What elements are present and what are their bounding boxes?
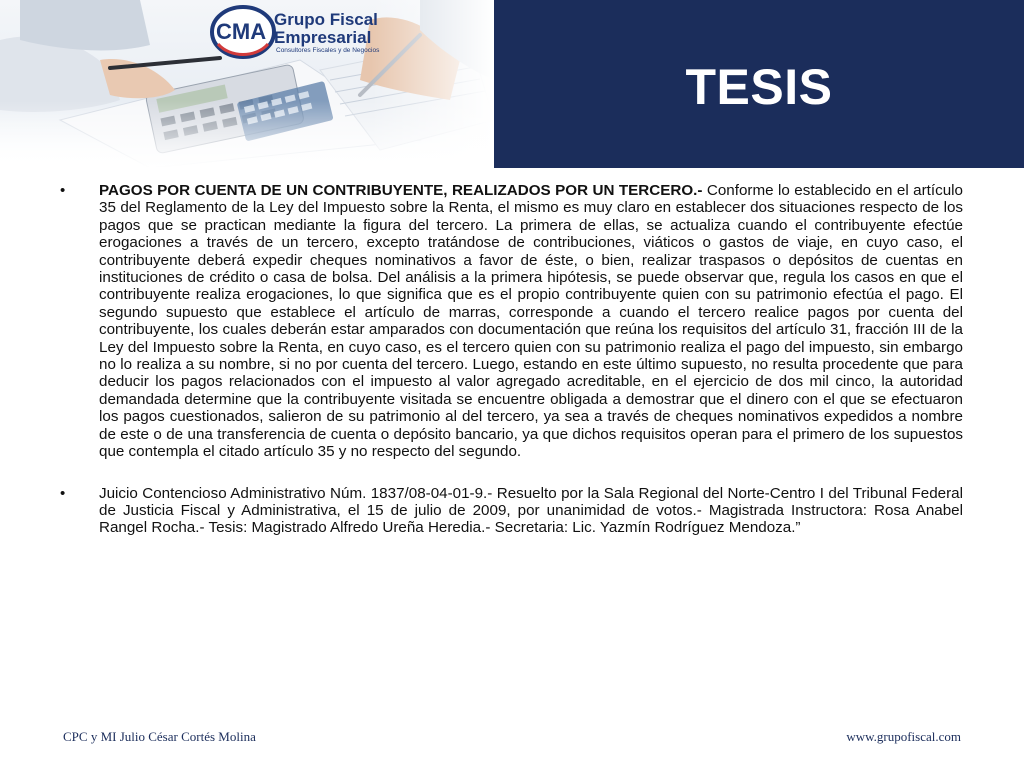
- company-logo: [210, 2, 380, 62]
- thesis-body: Conforme lo establecido en el artículo 35 del Reglamento de la Ley del Impuesto sobre la Renta, el mismo es muy claro en establecer dos situaciones respecto de los pagos que se practican mediante la figura del tercero. La primera de ellas, se actualiza cuando el contribuyente efectúe erogaciones a través de un tercero, excepto tratándose de contribuciones, viáticos o gastos de viaje, en cuyo caso, el contribuyente deberá expedir cheques nominativos a favor de éste, o bien, realizar traspasos o depósitos de cuentas en instituciones de crédito o casa de bolsa. Del análisis a la primera hipótesis, se puede observar que, regula los casos en que el contribuyente realiza erogaciones, lo que significa que es el propio contribuyente quien con su patrimonio efectúa el pago. El segundo supuesto que establece el artículo de marras, corresponde a cuando el tercero realice pagos por cuenta del contribuyente, los cuales deberán estar amparados con documentación que reúna los requisitos del artículo 31, fracción III de la Ley del Impuesto sobre la Renta, en cuyo caso, es el tercero quien con su patrimonio realiza el pago del impuesto, sin embargo no lo realiza a su nombre, si no por cuenta del tercero. Luego, estando en este último supuesto, no resulta procedente que para deducir los pagos relacionados con el impuesto al valor agregado acreditable, en el ejercicio de dos mil cinco, la autoridad demandada determine que la contribuyente visitada se encuentre obligada a demostrar que el dinero con el que se efectuaron los pagos cuestionados, salieron de su patrimonio al del tercero, ya sea a través de cheques nominativos expedidos a nombre de este o de una transferencia de cuenta o depósito bancario, ya que dichos requisitos operan para el primero de los supuestos que contempla el citado artículo 35 y no respecto del segundo.: [99, 182, 963, 461]
- bullet-marker: •: [60, 484, 66, 502]
- title-banner: [494, 0, 1024, 168]
- header-photo: [0, 0, 494, 168]
- thesis-paragraph: [60, 182, 963, 461]
- logo-name-line2: Empresarial: [274, 28, 372, 47]
- footer-website-link[interactable]: www.grupofiscal.com: [846, 729, 961, 744]
- bullet-marker: •: [60, 182, 66, 199]
- logo-mark-text: CMA: [216, 19, 267, 44]
- footer-author: CPC y MI Julio César Cortés Molina: [63, 729, 256, 744]
- thesis-heading: PAGOS POR CUENTA DE UN CONTRIBUYENTE, REALIZADOS POR UN TERCERO.-: [99, 182, 703, 199]
- logo-tagline: Consultores Fiscales y de Negocios: [276, 47, 380, 54]
- main-content: [60, 182, 963, 561]
- logo-name-line1: Grupo Fiscal: [274, 10, 378, 29]
- page-title: TESIS: [685, 59, 833, 115]
- case-reference-body: Juicio Contencioso Administrativo Núm. 1837/08-04-01-9.- Resuelto por la Sala Regional del Norte-Centro I del Tribunal Federal de Justicia Fiscal y Administrativa, el 15 de julio de 2009, por unanimidad de votos.- Magistrada Instructora: Rosa Anabel Rangel Rocha.- Tesis: Magistrado Alfredo Ureña Heredia.- Secretaria: Lic. Yazmín Rodríguez Mendoza.”: [99, 484, 963, 537]
- case-reference-paragraph: [60, 485, 963, 537]
